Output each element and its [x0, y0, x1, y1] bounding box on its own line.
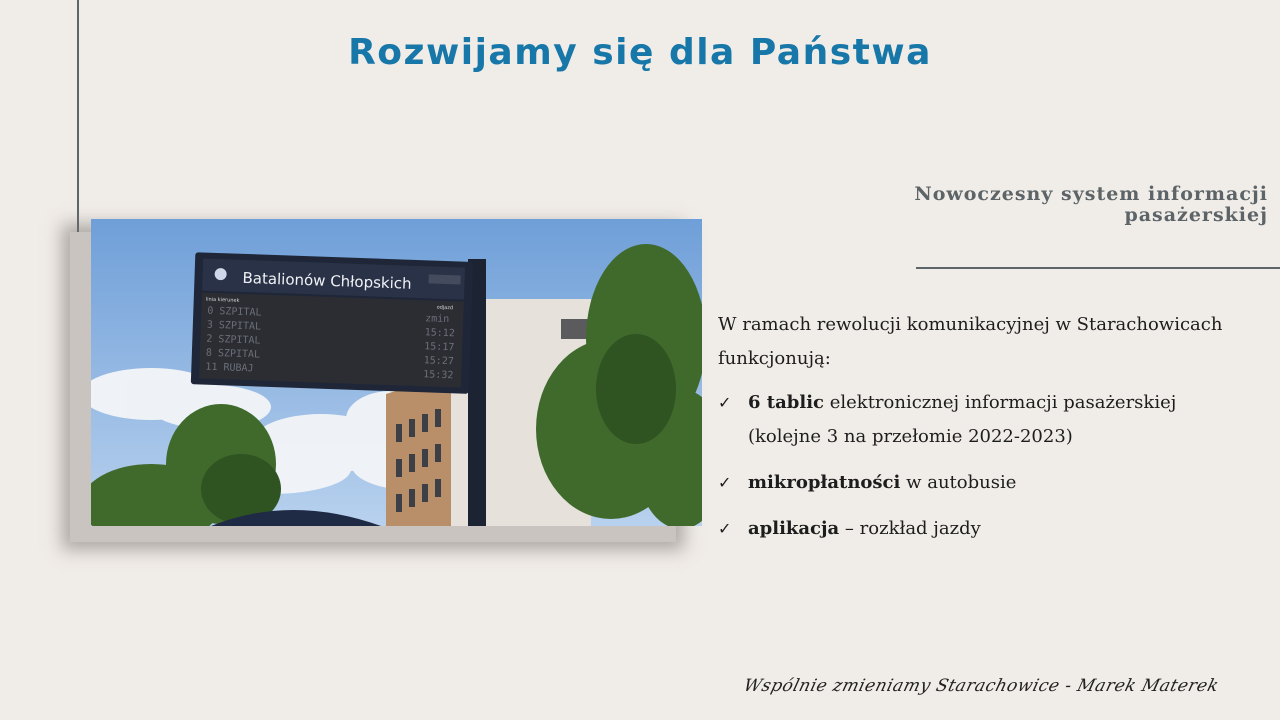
body-text: [718, 308, 1238, 558]
list-item: [718, 512, 1238, 546]
bus-stop-illustration: [91, 219, 702, 526]
board-row-dest: 3 SZPITAL: [206, 319, 262, 333]
checkmark-icon: ✓: [718, 519, 732, 538]
bus-stop-photo: [91, 219, 702, 526]
feature-list: [718, 386, 1238, 546]
board-row-dest: 2 SZPITAL: [206, 333, 261, 347]
intro-paragraph: W ramach rewolucji komunikacyjnej w Starachowicach funkcjonują:: [718, 314, 1223, 369]
board-row-dest: 8 SZPITAL: [205, 347, 261, 361]
subtitle-line-2: pasażerskiej: [1124, 204, 1268, 226]
board-title: Batalionów Chłopskich: [242, 268, 412, 293]
board-header-left: linia kierunek: [205, 296, 240, 304]
board-row-dest: 11 RUBAJ: [205, 361, 254, 375]
board-row-time: 15:27: [423, 355, 455, 368]
list-item-text: – rozkład jazdy: [839, 518, 981, 539]
list-item-text: w autobusie: [900, 472, 1017, 493]
list-item: [718, 386, 1238, 454]
board-row-time: 15:17: [424, 341, 455, 354]
board-header-right: odjazd: [436, 304, 454, 312]
list-item-bold: mikropłatności: [748, 472, 901, 493]
list-item: [718, 466, 1238, 500]
info-board: [191, 252, 473, 394]
list-item-text: elektronicznej informacji pasażerskiej (kolejne 3 na przełomie 2022-2023): [748, 392, 1177, 447]
subtitle: [848, 184, 1268, 226]
subtitle-rule: [916, 267, 1280, 269]
board-row-time: 15:32: [423, 369, 454, 382]
footer-signature: Wspólnie zmieniamy Starachowice - Marek Materek: [741, 676, 1221, 696]
board-row-time: 15:12: [424, 327, 455, 340]
slide-title: Rozwijamy się dla Państwa: [348, 32, 932, 73]
board-row-dest: 0 SZPITAL: [207, 305, 262, 319]
list-item-bold: 6 tablic: [748, 392, 824, 413]
board-row-time: zmin: [425, 313, 450, 326]
list-item-bold: aplikacja: [748, 518, 840, 539]
subtitle-line-1: Nowoczesny system informacji: [914, 183, 1268, 205]
checkmark-icon: ✓: [718, 473, 732, 492]
checkmark-icon: ✓: [718, 393, 732, 412]
